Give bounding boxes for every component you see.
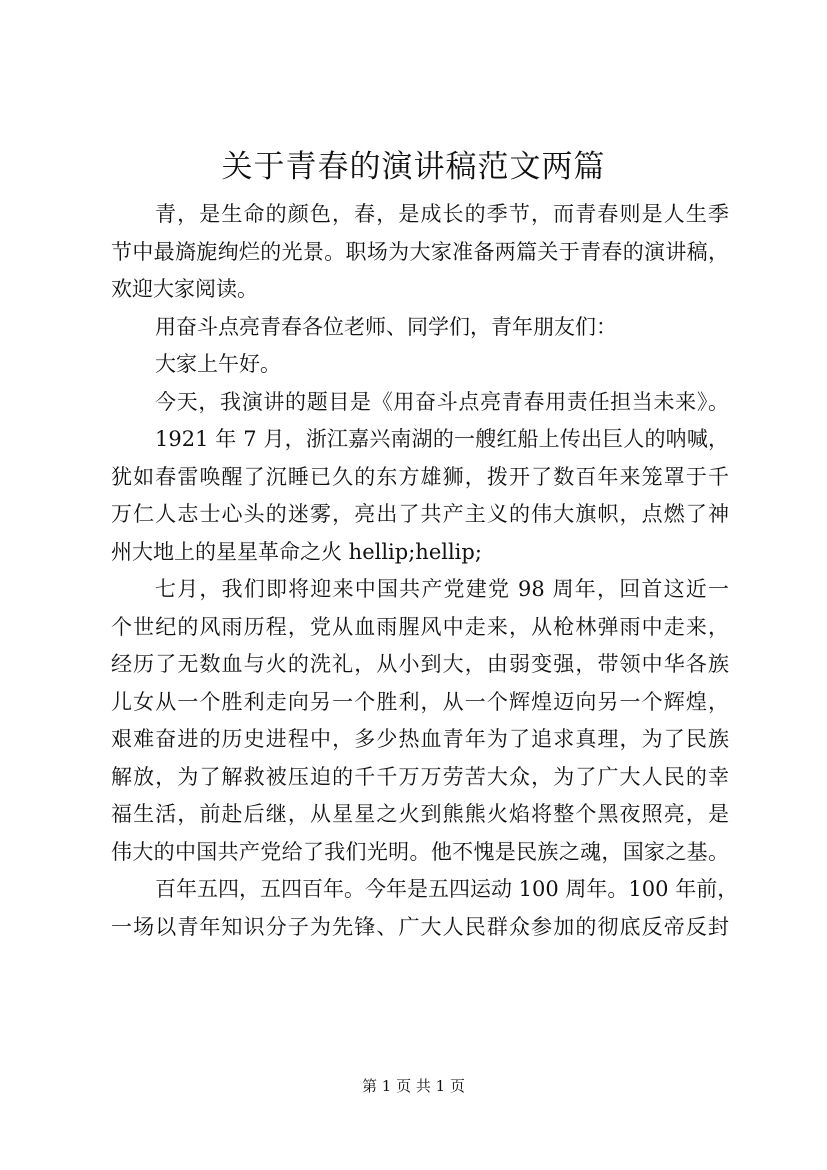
body-line: 青，是生命的颜色，春，是成长的季节，而青春则是人生季 (155, 202, 729, 226)
body-line: 万仁人志士心头的迷雾，亮出了共产主义的伟大旗帜，点燃了神 (111, 502, 729, 526)
document-body (111, 196, 739, 946)
body-line: 1921 年 7 月，浙江嘉兴南湖的一艘红船上传出巨人的呐喊， (155, 427, 729, 451)
page-footer: 第 1 页 共 1 页 (362, 1077, 465, 1095)
body-line: 大家上午好。 (155, 352, 281, 376)
body-line: 艰难奋进的历史进程中，多少热血青年为了追求真理，为了民族 (111, 727, 729, 751)
body-line: 节中最旖旎绚烂的光景。职场为大家准备两篇关于青春的演讲稿， (111, 239, 729, 264)
body-line: 州大地上的星星革命之火 hellip;hellip; (111, 539, 482, 564)
body-line: 今天，我演讲的题目是《用奋斗点亮青春用责任担当未来》。 (155, 389, 729, 414)
body-line: 儿女从一个胜利走向另一个胜利，从一个辉煌迈向另一个辉煌， (111, 689, 729, 714)
body-line: 用奋斗点亮青春各位老师、同学们，青年朋友们： (155, 314, 617, 339)
body-line: 七月，我们即将迎来中国共产党建党 98 周年，回首这近一 (155, 577, 729, 601)
body-line: 福生活，前赴后继，从星星之火到熊熊火焰将整个黑夜照亮，是 (111, 802, 729, 826)
body-line: 犹如春雷唤醒了沉睡已久的东方雄狮，拨开了数百年来笼罩于千 (111, 464, 729, 489)
document-title: 关于青春的演讲稿范文两篇 (221, 149, 606, 185)
body-line: 一场以青年知识分子为先锋、广大人民群众参加的彻底反帝反封 (111, 914, 729, 939)
body-line: 百年五四，五四百年。今年是五四运动 100 周年。100 年前， (155, 877, 739, 901)
body-line: 欢迎大家阅读。 (111, 277, 258, 301)
body-line: 解放，为了解救被压迫的千千万万劳苦大众，为了广大人民的幸 (111, 764, 729, 789)
body-line: 伟大的中国共产党给了我们光明。他不愧是民族之魂，国家之基。 (111, 839, 729, 864)
body-line: 个世纪的风雨历程，党从血雨腥风中走来，从枪林弹雨中走来， (111, 614, 729, 639)
body-line: 经历了无数血与火的洗礼，从小到大，由弱变强，带领中华各族 (111, 652, 729, 676)
